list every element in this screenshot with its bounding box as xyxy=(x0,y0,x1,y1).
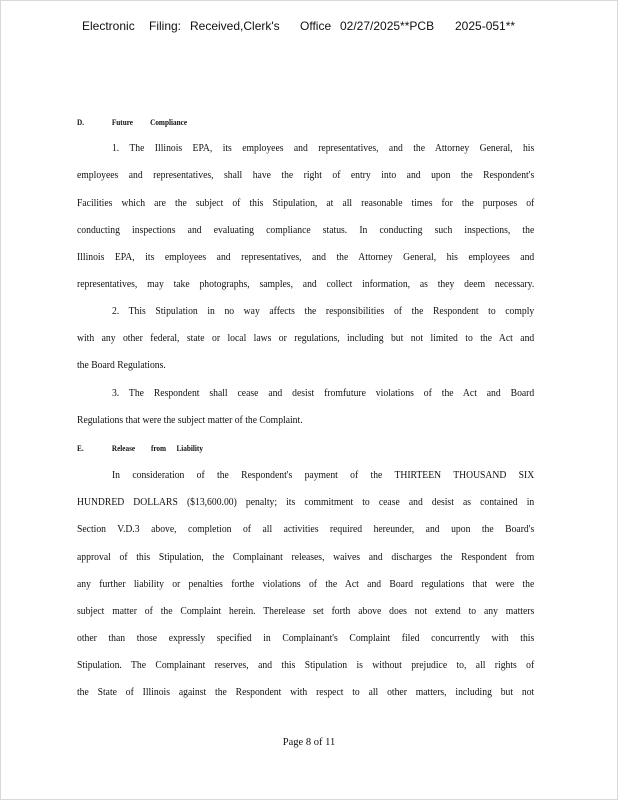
header-electronic: Electronic xyxy=(82,19,135,33)
header-filing: Filing: xyxy=(149,19,182,33)
section-e-line: Stipulation. The Complainant reserves, and this Stipulation is without prejudice to, all rights of xyxy=(77,660,535,671)
header-number: 2025-051** xyxy=(455,19,516,33)
section-e-letter: E. xyxy=(77,443,84,453)
header-received: Received,Clerk's xyxy=(190,19,280,33)
section-d-line: conducting inspections and evaluating compliance status. In conducting such inspections, the xyxy=(77,225,535,236)
section-e-line: In consideration of the Respondent's payment of the THIRTEEN THOUSAND SIX xyxy=(111,470,535,481)
section-e-line: any further liability or penalties forthe violations of the Act and Board regulations that were the xyxy=(77,579,535,590)
section-d-letter: D. xyxy=(77,117,85,127)
section-e-line: Section V.D.3 above, completion of all activities required hereunder, and upon the Board's xyxy=(77,524,535,535)
section-e-title-2: from xyxy=(150,443,167,453)
section-d-line: 1. The Illinois EPA, its employees and representatives, and the Attorney General, his xyxy=(111,143,535,154)
section-d-title-2: Compliance xyxy=(150,117,188,127)
section-e-title-3: Liability xyxy=(176,443,203,453)
section-e-line: approval of this Stipulation, the Complainant releases, waives and discharges the Respondent from xyxy=(77,552,535,563)
header-date: 02/27/2025**PCB xyxy=(340,19,435,33)
section-e-line: HUNDRED DOLLARS ($13,600.00) penalty; its commitment to cease and desist as contained in xyxy=(77,497,535,508)
section-d-line: employees and representatives, shall have the right of entry into and upon the Respondent's xyxy=(77,170,535,181)
section-d-title-1: Future xyxy=(111,117,133,127)
header-office: Office xyxy=(300,19,332,33)
section-e-line: the State of Illinois against the Respondent with respect to all other matters, including but not xyxy=(77,687,535,698)
section-d-line: the Board Regulations. xyxy=(77,360,166,371)
page-number-footer: Page 8 of 11 xyxy=(282,737,336,748)
section-d-line: Illinois EPA, its employees and representatives, and the Attorney General, his employees and xyxy=(77,252,535,263)
section-e-line: subject matter of the Complaint herein. Therelease set forth above does not extend to any matters xyxy=(77,606,535,617)
section-d-line: 2. This Stipulation in no way affects the responsibilities of the Respondent to comply xyxy=(111,306,535,317)
section-d-line: Regulations that were the subject matter of the Complaint. xyxy=(77,415,303,426)
section-d-line: 3. The Respondent shall cease and desist fromfuture violations of the Act and Board xyxy=(111,388,535,399)
section-d-line: with any other federal, state or local laws or regulations, including but not limited to the Act and xyxy=(77,333,535,344)
section-e-line: other than those expressly specified in Complainant's Complaint filed concurrently with this xyxy=(77,633,535,644)
section-d-line: representatives, may take photographs, samples, and collect information, as they deem necessary. xyxy=(77,279,535,290)
section-d-line: Facilities which are the subject of this Stipulation, at all reasonable times for the purposes of xyxy=(77,198,535,209)
section-e-title-1: Release xyxy=(111,443,136,453)
